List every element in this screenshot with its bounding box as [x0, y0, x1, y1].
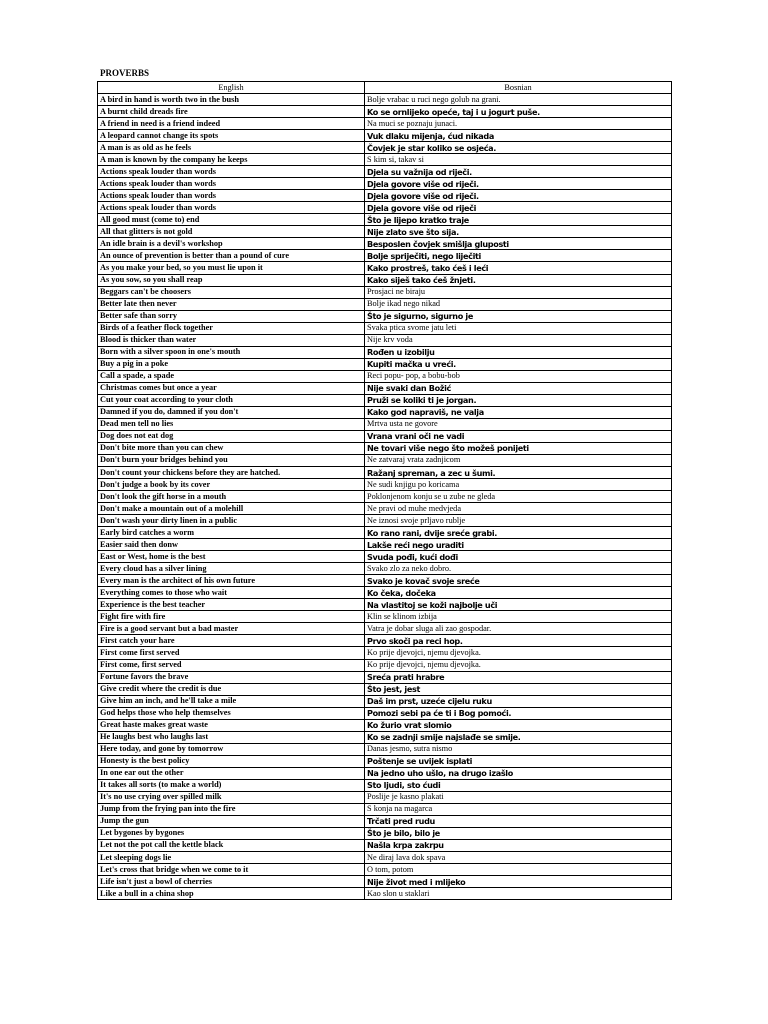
- english-proverb: Don't bite more than you can chew: [98, 442, 365, 454]
- english-proverb: Let's cross that bridge when we come to it: [98, 864, 365, 876]
- english-proverb: Beggars can't be choosers: [98, 286, 365, 298]
- bosnian-proverb: Ne zatvaraj vrata zadnjicom: [365, 454, 672, 466]
- english-proverb: A bird in hand is worth two in the bush: [98, 94, 365, 106]
- table-row: [98, 334, 672, 346]
- bosnian-proverb: Prosjaci ne biraju: [365, 286, 672, 298]
- bosnian-proverb: Ne diraj lava dok spava: [365, 852, 672, 864]
- bosnian-proverb: Ne sudi knjigu po koricama: [365, 479, 672, 491]
- document-title: PROVERBS: [100, 68, 150, 78]
- table-row: [98, 226, 672, 238]
- table-row: [98, 839, 672, 851]
- bosnian-proverb: Što je bilo, bilo je: [365, 827, 672, 839]
- table-row: [98, 515, 672, 527]
- bosnian-proverb: Našla krpa zakrpu: [365, 839, 672, 851]
- table-row: [98, 695, 672, 707]
- bosnian-proverb: Djela su važnija od riječi.: [365, 166, 672, 178]
- bosnian-proverb: Kako god napraviš, ne valja: [365, 406, 672, 418]
- english-proverb: Actions speak louder than words: [98, 166, 365, 178]
- english-proverb: Easier said then donw: [98, 539, 365, 551]
- bosnian-proverb: Sreća prati hrabre: [365, 671, 672, 683]
- bosnian-proverb: Bolje vrabac u ruci nego golub na grani.: [365, 94, 672, 106]
- table-header-row: [98, 82, 672, 94]
- english-proverb: Buy a pig in a poke: [98, 358, 365, 370]
- column-header-english: English: [98, 82, 365, 94]
- table-row: [98, 370, 672, 382]
- bosnian-proverb: Ražanj spreman, a zec u šumi.: [365, 467, 672, 479]
- bosnian-proverb: Kako prostreš, tako ćeš i leći: [365, 262, 672, 274]
- table-row: [98, 118, 672, 130]
- bosnian-proverb: Na jedno uho ušlo, na drugo izašlo: [365, 767, 672, 779]
- english-proverb: Let bygones by bygones: [98, 827, 365, 839]
- english-proverb: Jump the gun: [98, 815, 365, 827]
- table-row: [98, 587, 672, 599]
- table-row: [98, 551, 672, 563]
- english-proverb: Better late then never: [98, 298, 365, 310]
- table-row: [98, 154, 672, 166]
- column-header-bosnian: Bosnian: [365, 82, 672, 94]
- english-proverb: Better safe than sorry: [98, 310, 365, 322]
- english-proverb: Actions speak louder than words: [98, 202, 365, 214]
- bosnian-proverb: Vrana vrani oči ne vadi: [365, 430, 672, 442]
- table-row: [98, 647, 672, 659]
- english-proverb: First come first served: [98, 647, 365, 659]
- bosnian-proverb: Poštenje se uvijek isplati: [365, 755, 672, 767]
- table-body: [98, 94, 672, 900]
- english-proverb: He laughs best who laughs last: [98, 731, 365, 743]
- table-row: [98, 442, 672, 454]
- bosnian-proverb: Djela govore više od riječi: [365, 202, 672, 214]
- bosnian-proverb: Na vlastitoj se koži najbolje uči: [365, 599, 672, 611]
- english-proverb: Let sleeping dogs lie: [98, 852, 365, 864]
- english-proverb: Dog does not eat dog: [98, 430, 365, 442]
- english-proverb: First catch your hare: [98, 635, 365, 647]
- english-proverb: Cut your coat according to your cloth: [98, 394, 365, 406]
- english-proverb: A burnt child dreads fire: [98, 106, 365, 118]
- table-row: [98, 815, 672, 827]
- table-row: [98, 250, 672, 262]
- bosnian-proverb: Poklonjenom konju se u zube ne gleda: [365, 491, 672, 503]
- bosnian-proverb: Svako je kovač svoje sreće: [365, 575, 672, 587]
- table-row: [98, 635, 672, 647]
- table-row: [98, 803, 672, 815]
- bosnian-proverb: Sto ljudi, sto ćudi: [365, 779, 672, 791]
- english-proverb: An idle brain is a devil's workshop: [98, 238, 365, 250]
- english-proverb: An ounce of prevention is better than a pound of cure: [98, 250, 365, 262]
- bosnian-proverb: Ko čeka, dočeka: [365, 587, 672, 599]
- english-proverb: Fortune favors the brave: [98, 671, 365, 683]
- table-row: [98, 394, 672, 406]
- table-row: [98, 274, 672, 286]
- bosnian-proverb: Reci popu- pop, a bobu-bob: [365, 370, 672, 382]
- bosnian-proverb: Besposlen čovjek smišlja gluposti: [365, 238, 672, 250]
- bosnian-proverb: Djela govore više od riječi.: [365, 178, 672, 190]
- english-proverb: A man is as old as he feels: [98, 142, 365, 154]
- bosnian-proverb: Pruži se koliki ti je jorgan.: [365, 394, 672, 406]
- table-row: [98, 527, 672, 539]
- english-proverb: It's no use crying over spilled milk: [98, 791, 365, 803]
- english-proverb: Honesty is the best policy: [98, 755, 365, 767]
- bosnian-proverb: Ko se zadnji smije najslađe se smije.: [365, 731, 672, 743]
- bosnian-proverb: Danas jesmo, sutra nismo: [365, 743, 672, 755]
- table-row: [98, 864, 672, 876]
- english-proverb: East or West, home is the best: [98, 551, 365, 563]
- english-proverb: Every cloud has a silver lining: [98, 563, 365, 575]
- table-row: [98, 731, 672, 743]
- table-row: [98, 358, 672, 370]
- bosnian-proverb: Bolje spriječiti, nego liječiti: [365, 250, 672, 262]
- bosnian-proverb: Ko prije djevojci, njemu djevojka.: [365, 659, 672, 671]
- bosnian-proverb: Što jest, jest: [365, 683, 672, 695]
- english-proverb: Life isn't just a bowl of cherries: [98, 876, 365, 888]
- english-proverb: Actions speak louder than words: [98, 190, 365, 202]
- english-proverb: As you make your bed, so you must lie upon it: [98, 262, 365, 274]
- table-row: [98, 178, 672, 190]
- bosnian-proverb: Mrtva usta ne govore: [365, 418, 672, 430]
- bosnian-proverb: Rođen u izobilju: [365, 346, 672, 358]
- bosnian-proverb: Na muci se poznaju junaci.: [365, 118, 672, 130]
- table-row: [98, 166, 672, 178]
- table-row: [98, 202, 672, 214]
- bosnian-proverb: Ko se ornlijeko opeće, taj i u jogurt puše.: [365, 106, 672, 118]
- bosnian-proverb: Što je lijepo kratko traje: [365, 214, 672, 226]
- table-row: [98, 563, 672, 575]
- english-proverb: Don't look the gift horse in a mouth: [98, 491, 365, 503]
- bosnian-proverb: Svaka ptica svome jatu leti: [365, 322, 672, 334]
- english-proverb: A leopard cannot change its spots: [98, 130, 365, 142]
- table-row: [98, 406, 672, 418]
- table-row: [98, 683, 672, 695]
- table-row: [98, 322, 672, 334]
- table-row: [98, 190, 672, 202]
- english-proverb: Fire is a good servant but a bad master: [98, 623, 365, 635]
- table-row: [98, 827, 672, 839]
- english-proverb: Here today, and gone by tomorrow: [98, 743, 365, 755]
- english-proverb: Don't wash your dirty linen in a public: [98, 515, 365, 527]
- table-row: [98, 503, 672, 515]
- bosnian-proverb: Ne pravi od muhe medvjeda: [365, 503, 672, 515]
- english-proverb: Jump from the frying pan into the fire: [98, 803, 365, 815]
- proverb-table: [97, 81, 672, 900]
- bosnian-proverb: Čovjek je star koliko se osjeća.: [365, 142, 672, 154]
- english-proverb: Early bird catches a worm: [98, 527, 365, 539]
- table-row: [98, 130, 672, 142]
- table-row: [98, 623, 672, 635]
- english-proverb: Dead men tell no lies: [98, 418, 365, 430]
- bosnian-proverb: Nije zlato sve što sija.: [365, 226, 672, 238]
- table-row: [98, 298, 672, 310]
- table-row: [98, 659, 672, 671]
- table-row: [98, 755, 672, 767]
- table-row: [98, 418, 672, 430]
- table-row: [98, 346, 672, 358]
- table-row: [98, 852, 672, 864]
- bosnian-proverb: Ko prije djevojci, njemu djevojka.: [365, 647, 672, 659]
- table-row: [98, 262, 672, 274]
- bosnian-proverb: Djela govore više od riječi.: [365, 190, 672, 202]
- bosnian-proverb: S kim si, takav si: [365, 154, 672, 166]
- table-row: [98, 599, 672, 611]
- table-row: [98, 214, 672, 226]
- english-proverb: Damned if you do, damned if you don't: [98, 406, 365, 418]
- table-row: [98, 719, 672, 731]
- table-row: [98, 454, 672, 466]
- table-row: [98, 310, 672, 322]
- english-proverb: Christmas comes but once a year: [98, 382, 365, 394]
- english-proverb: Everything comes to those who wait: [98, 587, 365, 599]
- bosnian-proverb: Svako zlo za neko dobro.: [365, 563, 672, 575]
- bosnian-proverb: Nije život med i mlijeko: [365, 876, 672, 888]
- english-proverb: Every man is the architect of his own future: [98, 575, 365, 587]
- table-row: [98, 791, 672, 803]
- table-row: [98, 876, 672, 888]
- english-proverb: In one ear out the other: [98, 767, 365, 779]
- english-proverb: Don't count your chickens before they are hatched.: [98, 467, 365, 479]
- table-row: [98, 286, 672, 298]
- english-proverb: Experience is the best teacher: [98, 599, 365, 611]
- english-proverb: All good must (come to) end: [98, 214, 365, 226]
- bosnian-proverb: Kako siješ tako ćeš žnjeti.: [365, 274, 672, 286]
- bosnian-proverb: Ko žurio vrat slomio: [365, 719, 672, 731]
- table-row: [98, 575, 672, 587]
- table-row: [98, 430, 672, 442]
- english-proverb: Fight fire with fire: [98, 611, 365, 623]
- bosnian-proverb: Pomozi sebi pa će ti i Bog pomoći.: [365, 707, 672, 719]
- table-row: [98, 743, 672, 755]
- english-proverb: As you sow, so you shall reap: [98, 274, 365, 286]
- english-proverb: A friend in need is a friend indeed: [98, 118, 365, 130]
- bosnian-proverb: Što je sigurno, sigurno je: [365, 310, 672, 322]
- table-row: [98, 491, 672, 503]
- english-proverb: Don't make a mountain out of a molehill: [98, 503, 365, 515]
- english-proverb: All that glitters is not gold: [98, 226, 365, 238]
- english-proverb: It takes all sorts (to make a world): [98, 779, 365, 791]
- table-row: [98, 382, 672, 394]
- table-row: [98, 94, 672, 106]
- table-row: [98, 671, 672, 683]
- bosnian-proverb: Ne iznosi svoje prljavo rublje: [365, 515, 672, 527]
- bosnian-proverb: Lakše reći nego uraditi: [365, 539, 672, 551]
- table-row: [98, 779, 672, 791]
- english-proverb: God helps those who help themselves: [98, 707, 365, 719]
- english-proverb: Birds of a feather flock together: [98, 322, 365, 334]
- bosnian-proverb: Bolje ikad nego nikad: [365, 298, 672, 310]
- bosnian-proverb: Trčati pred rudu: [365, 815, 672, 827]
- bosnian-proverb: Ne tovari više nego što možeš ponijeti: [365, 442, 672, 454]
- bosnian-proverb: Ko rano rani, dvije sreće grabi.: [365, 527, 672, 539]
- bosnian-proverb: Prvo skoči pa reci hop.: [365, 635, 672, 647]
- bosnian-proverb: Nije svaki dan Božić: [365, 382, 672, 394]
- english-proverb: Let not the pot call the kettle black: [98, 839, 365, 851]
- english-proverb: Born with a silver spoon in one's mouth: [98, 346, 365, 358]
- table-row: [98, 767, 672, 779]
- english-proverb: Don't judge a book by its cover: [98, 479, 365, 491]
- bosnian-proverb: S konja na magarca: [365, 803, 672, 815]
- bosnian-proverb: Kupiti mačka u vreći.: [365, 358, 672, 370]
- table-row: [98, 539, 672, 551]
- table-row: [98, 106, 672, 118]
- english-proverb: Blood is thicker than water: [98, 334, 365, 346]
- english-proverb: Don't burn your bridges behind you: [98, 454, 365, 466]
- bosnian-proverb: Daš im prst, uzeće cijelu ruku: [365, 695, 672, 707]
- bosnian-proverb: Nije krv voda: [365, 334, 672, 346]
- table-row: [98, 707, 672, 719]
- english-proverb: Like a bull in a china shop: [98, 888, 365, 900]
- english-proverb: First come, first served: [98, 659, 365, 671]
- table-row: [98, 888, 672, 900]
- table-row: [98, 467, 672, 479]
- table-row: [98, 142, 672, 154]
- english-proverb: A man is known by the company he keeps: [98, 154, 365, 166]
- english-proverb: Call a spade, a spade: [98, 370, 365, 382]
- bosnian-proverb: Vuk dlaku mijenja, ćud nikada: [365, 130, 672, 142]
- table-row: [98, 238, 672, 250]
- english-proverb: Give credit where the credit is due: [98, 683, 365, 695]
- bosnian-proverb: O tom, potom: [365, 864, 672, 876]
- bosnian-proverb: Kao slon u staklari: [365, 888, 672, 900]
- bosnian-proverb: Svuda pođi, kući dođi: [365, 551, 672, 563]
- bosnian-proverb: Klin se klinom izbija: [365, 611, 672, 623]
- english-proverb: Great haste makes great waste: [98, 719, 365, 731]
- table-row: [98, 611, 672, 623]
- english-proverb: Actions speak louder than words: [98, 178, 365, 190]
- english-proverb: Give him an inch, and he'll take a mile: [98, 695, 365, 707]
- bosnian-proverb: Vatra je dobar sluga ali zao gospodar.: [365, 623, 672, 635]
- bosnian-proverb: Poslije je kasno plakati: [365, 791, 672, 803]
- table-row: [98, 479, 672, 491]
